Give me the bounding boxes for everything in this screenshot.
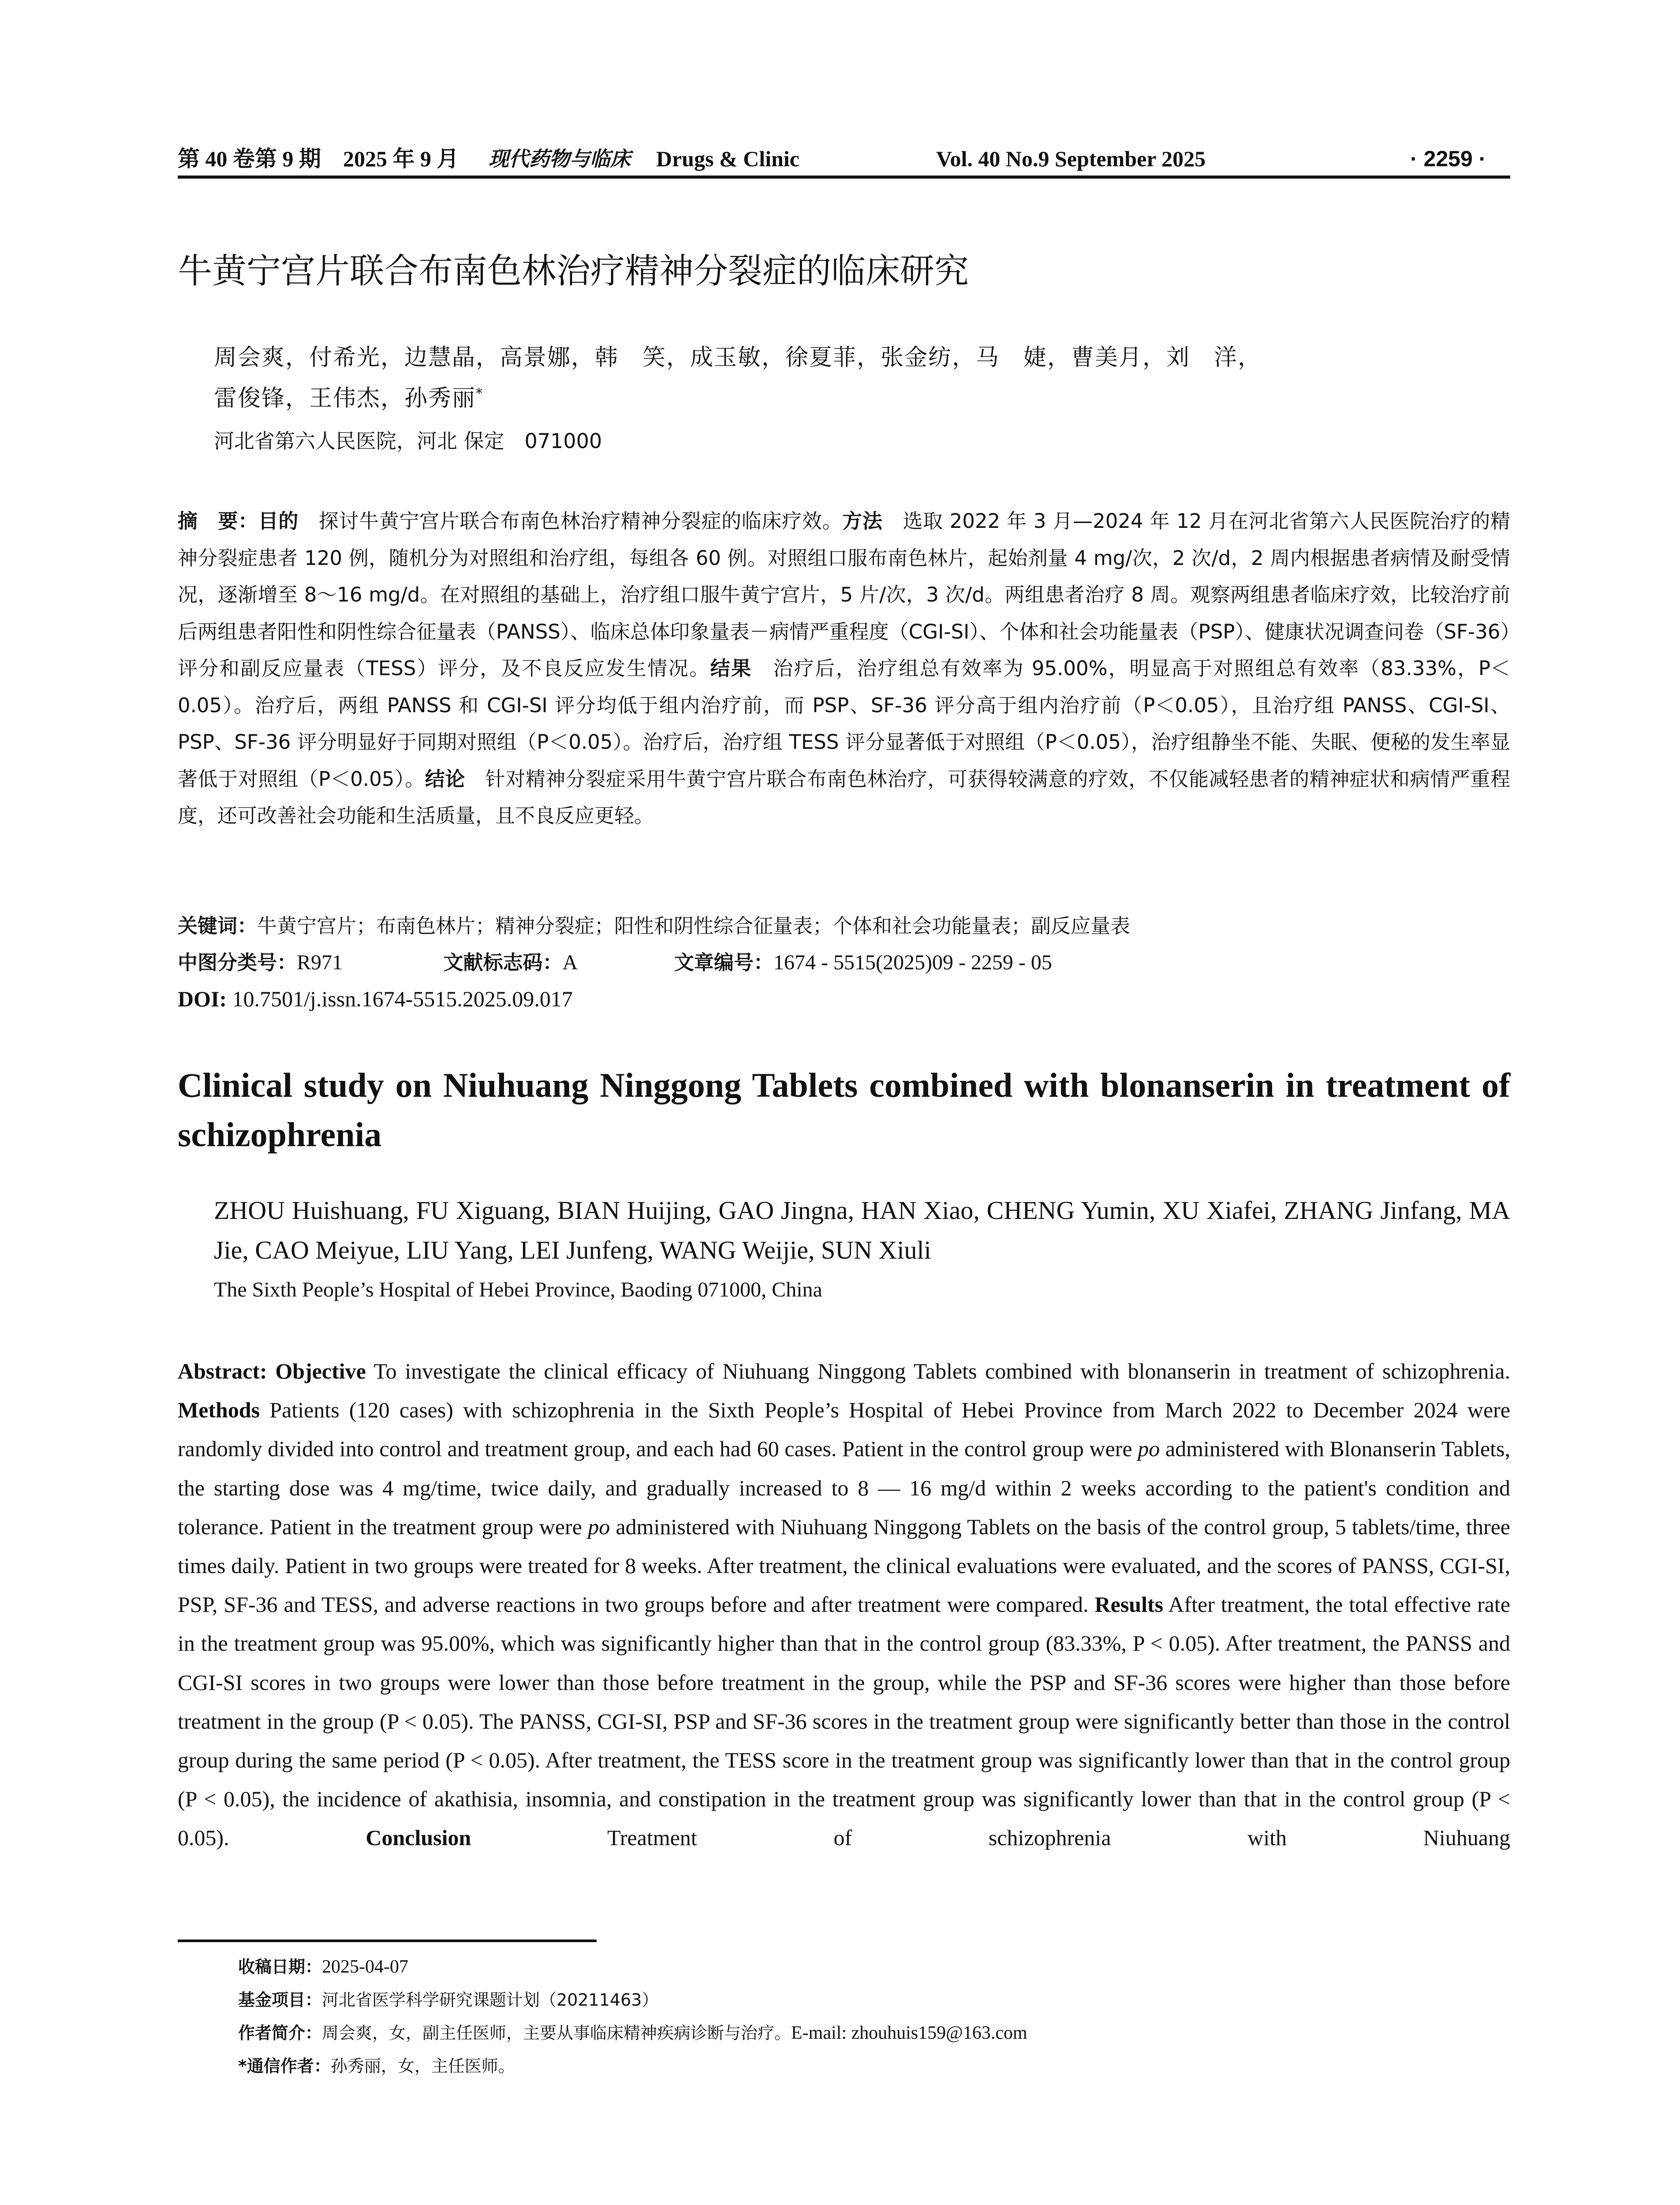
doi-line xyxy=(178,981,1510,1017)
en-affiliation: The Sixth People’s Hospital of Hebei Province, Baoding 071000, China xyxy=(214,1278,822,1301)
cn-objective-label: 目的 xyxy=(258,509,299,533)
keywords-label: 关键词： xyxy=(178,914,258,938)
header-journal-en: Drugs & Clinic xyxy=(656,146,799,171)
header-page-number: · 2259 · xyxy=(1410,146,1486,171)
doi-label: DOI: xyxy=(178,987,227,1011)
cn-abstract-label: 摘 要： xyxy=(178,509,258,533)
corresponding-label: *通信作者： xyxy=(238,2056,331,2076)
cn-keywords xyxy=(178,908,1510,944)
fund-text: 河北省医学科学研究课题计划（20211463） xyxy=(322,1990,659,2010)
author-email[interactable]: E-mail: zhouhuis159@163.com xyxy=(791,2023,1027,2043)
cn-affiliation: 河北省第六人民医院，河北 保定 071000 xyxy=(214,429,602,453)
en-authors: ZHOU Huishuang, FU Xiguang, BIAN Huijing, GAO Jingna, HAN Xiao, CHENG Yumin, XU Xiafei, ZHANG Jinfang, MA Jie, CAO Meiyue, LIU Yang, LEI Junfeng, WANG Weijie, SUN Xiuli xyxy=(214,1196,1510,1264)
en-abstract xyxy=(178,1352,1510,1857)
cn-methods-label: 方法 xyxy=(842,509,883,533)
cn-results-label: 结果 xyxy=(710,657,752,680)
header-journal-cn: 现代药物与临床 xyxy=(489,147,631,171)
en-methods-text-3: administered with Niuhuang Ninggong Tablets on the basis of the control group, 5 tablets/time, three times daily. Patient in two groups were treated for 8 weeks. After treatment, the clinical evaluations were evaluated, and the scores of PANSS, CGI-SI, PSP, SF-36 and TESS, and adverse reactions in two groups before and after treatment were compared. xyxy=(178,1514,1510,1617)
doi-value[interactable]: 10.7501/j.issn.1674-5515.2025.09.017 xyxy=(227,987,573,1011)
corresponding-mark: * xyxy=(476,386,484,401)
header-volume-cn: 第 40 卷第 9 期 2025 年 9 月 xyxy=(178,146,459,171)
clc-label: 中图分类号： xyxy=(178,951,297,974)
en-conclusion-label: Conclusion xyxy=(366,1825,471,1850)
cn-title: 牛黄宁宫片联合布南色林治疗精神分裂症的临床研究 xyxy=(178,251,969,291)
doc-code-label: 文献标志码： xyxy=(443,951,563,974)
cn-results-text: 治疗后，治疗组总有效率为 95.00%，明显高于对照组总有效率（83.33%，P＜0.05）。治疗后，两组 PANSS 和 CGI-SI 评分均低于组内治疗前，而 PSP、SF-36 评分高于组内治疗前（P＜0.05），且治疗组 PANSS、CGI-SI、PSP、SF-36 评分明显好于同期对照组（P＜0.05）。治疗后，治疗组 TESS 评分显著低于对照组（P＜0.05），治疗组静坐不能、失眠、便秘的发生率显著低于对照组（P＜0.05）。 xyxy=(178,657,1510,791)
author-bio-text: 周会爽，女，副主任医师，主要从事临床精神疾病诊断与治疗。 xyxy=(322,2023,791,2043)
footnote-received xyxy=(238,1954,408,1980)
cn-abstract xyxy=(178,503,1510,834)
en-methods-label: Methods xyxy=(178,1398,260,1423)
footnote-author xyxy=(238,2020,1027,2046)
cn-authors-line2: 雷俊锋，王伟杰，孙秀丽 xyxy=(214,385,476,412)
fund-label: 基金项目： xyxy=(238,1990,322,2010)
cn-conclusion-label: 结论 xyxy=(425,767,465,791)
footnote-rule xyxy=(178,1940,597,1942)
article-no-value: 1674 - 5515(2025)09 - 2259 - 05 xyxy=(773,951,1052,974)
running-header xyxy=(178,143,1510,174)
footnote-fund xyxy=(238,1987,658,2013)
article-no-label: 文章编号： xyxy=(674,951,773,974)
en-results-label: Results xyxy=(1094,1592,1164,1617)
en-results-text: After treatment, the total effective rate in the treatment group was 95.00%, which was significantly higher than that in the control group (83.33%, P < 0.05). After treatment, the PANSS and CGI-SI scores in two groups were lower than those before treatment in the group, while the PSP and SF-36 scores were higher than those before treatment in the group (P < 0.05). The PANSS, CGI-SI, PSP and SF-36 scores in the treatment group were significantly better than those in the control group during the same period (P < 0.05). After treatment, the TESS score in the treatment group was significantly lower than that in the control group (P < 0.05), the incidence of akathisia, insomnia, and constipation in the treatment group was significantly lower than that in the control group (P < 0.05). xyxy=(178,1592,1510,1850)
en-objective-text: To investigate the clinical efficacy of Niuhuang Ninggong Tablets combined with blonanserin in treatment of schizophrenia. xyxy=(366,1359,1511,1383)
corresponding-text: 孙秀丽，女，主任医师。 xyxy=(330,2056,515,2076)
en-methods-text-1: Patients (120 cases) with schizophrenia in the Sixth People’s Hospital of Hebei Province from March 2022 to December 2024 were randomly divided into control and treatment group, and each had 60 cases. Patient in the control group were xyxy=(178,1398,1510,1461)
received-date: 2025-04-07 xyxy=(322,1957,408,1977)
cn-methods-text: 选取 2022 年 3 月—2024 年 12 月在河北省第六人民医院治疗的精神分裂症患者 120 例，随机分为对照组和治疗组，每组各 60 例。对照组口服布南色林片，起始剂量 4 mg/次，2 次/d，2 周内根据患者病情及耐受情况，逐渐增至 8～16 mg/d。在对照组的基础上，治疗组口服牛黄宁宫片，5 片/次，3 次/d。两组患者治疗 8 周。观察两组患者临床疗效，比较治疗前后两组患者阳性和阴性综合征量表（PANSS）、临床总体印象量表－病情严重程度（CGI-SI）、个体和社会功能量表（PSP）、健康状况调查问卷（SF-36）评分和副反应量表（TESS）评分，及不良反应发生情况。 xyxy=(178,509,1510,680)
cn-authors xyxy=(214,340,1510,416)
cn-authors-line1: 周会爽，付希光，边慧晶，高景娜，韩 笑，成玉敏，徐夏菲，张金纺，马 婕，曹美月，刘 洋， xyxy=(214,344,1262,371)
doc-code-value: A xyxy=(562,951,578,974)
en-conclusion-text: Treatment of schizophrenia with Niuhuang xyxy=(471,1825,1510,1850)
en-methods-text-2: administered with Blonanserin Tablets, the starting dose was 4 mg/time, twice daily, and gradually increased to 8 — 16 mg/d within 2 weeks according to the patient's condition and tolerance. Patient in the treatment group were xyxy=(178,1436,1510,1539)
en-title: Clinical study on Niuhuang Ninggong Tablets combined with blonanserin in treatment of schizophrenia xyxy=(178,1066,1510,1154)
received-label: 收稿日期： xyxy=(238,1957,322,1977)
header-volume-en: Vol. 40 No.9 September 2025 xyxy=(936,146,1206,171)
en-abstract-label: Abstract: Objective xyxy=(178,1359,366,1383)
cn-classification xyxy=(178,945,1510,980)
cn-conclusion-text: 针对精神分裂症采用牛黄宁宫片联合布南色林治疗，可获得较满意的疗效，不仅能减轻患者的精神症状和病情严重程度，还可改善社会功能和生活质量，且不良反应更轻。 xyxy=(178,767,1510,827)
en-po-1: po xyxy=(1138,1436,1160,1461)
clc-value: R971 xyxy=(297,951,343,974)
en-po-2: po xyxy=(588,1514,610,1539)
header-rule xyxy=(178,176,1510,179)
footnote-corresponding xyxy=(238,2053,515,2079)
cn-objective-text: 探讨牛黄宁宫片联合布南色林治疗精神分裂症的临床疗效。 xyxy=(299,509,843,533)
author-bio-label: 作者简介： xyxy=(238,2023,322,2043)
keywords-text: 牛黄宁宫片；布南色林片；精神分裂症；阳性和阴性综合征量表；个体和社会功能量表；副反应量表 xyxy=(257,914,1131,938)
